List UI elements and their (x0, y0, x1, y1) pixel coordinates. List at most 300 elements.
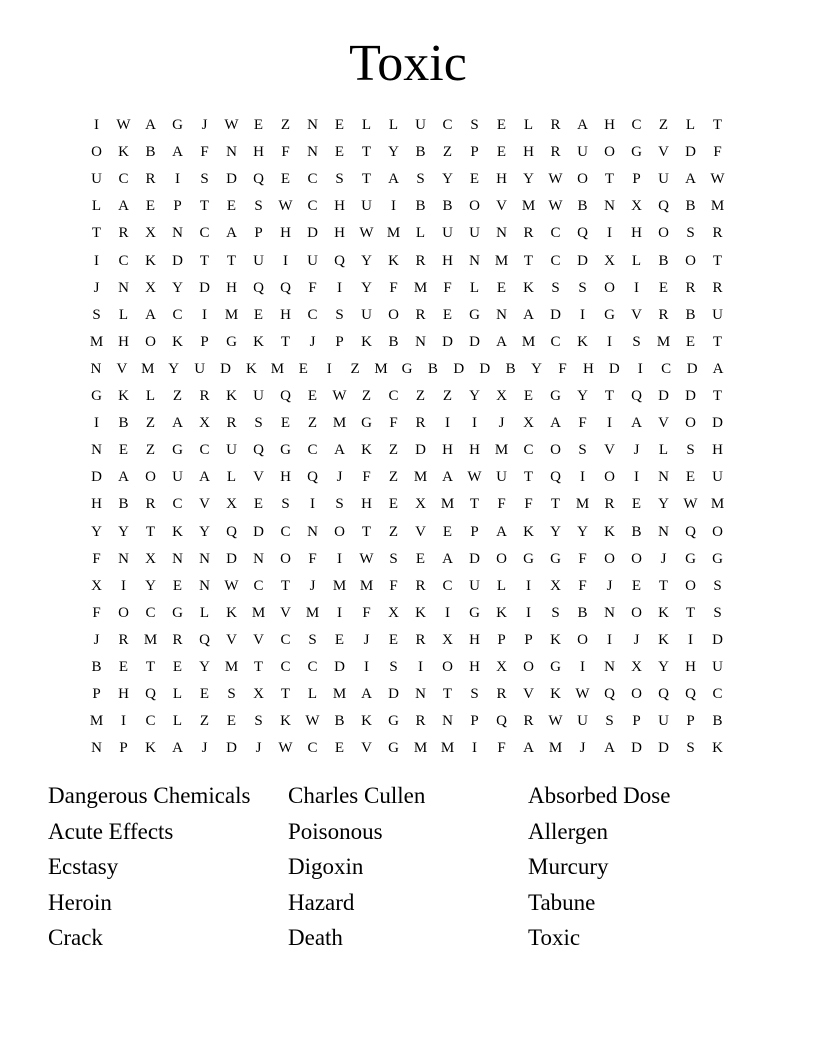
grid-letter: Q (253, 279, 264, 296)
grid-letter: D (469, 550, 480, 567)
grid-letter: S (686, 740, 695, 757)
grid-letter: S (713, 604, 722, 621)
grid-letter: K (658, 631, 669, 648)
grid-letter: M (548, 740, 563, 757)
grid-letter: R (496, 686, 507, 703)
grid-letter: H (226, 279, 237, 296)
grid-letter: D (712, 415, 723, 432)
grid-letter: V (523, 686, 534, 703)
grid-letter: T (91, 225, 102, 242)
grid-letter: J (633, 442, 640, 459)
grid-letter: U (658, 171, 669, 188)
grid-letter: U (469, 577, 480, 594)
grid-letter: Y (91, 523, 102, 540)
grid-letter: M (494, 252, 509, 269)
word-list-item: Dangerous Chemicals (48, 783, 251, 808)
grid-letter: U (172, 469, 183, 486)
grid-letter: X (631, 198, 642, 215)
grid-letter: J (255, 740, 262, 757)
grid-letter: M (494, 442, 509, 459)
grid-letter: O (685, 252, 696, 269)
grid-letter: R (415, 713, 426, 730)
grid-letter: H (631, 225, 642, 242)
grid-letter: H (334, 198, 345, 215)
grid-letter: F (389, 415, 398, 432)
grid-letter: O (658, 225, 669, 242)
grid-letter: K (550, 631, 561, 648)
grid-letter: D (577, 252, 588, 269)
grid-letter: O (496, 550, 507, 567)
grid-letter: X (523, 415, 534, 432)
grid-letter: L (91, 198, 102, 215)
grid-letter: M (656, 333, 671, 350)
grid-letter: E (118, 659, 129, 675)
grid-letter: O (388, 306, 399, 323)
grid-letter: M (224, 306, 239, 323)
grid-letter: T (253, 659, 264, 675)
grid-letter: N (91, 740, 102, 757)
grid-letter: D (226, 550, 237, 567)
grid-letter: I (94, 252, 99, 269)
grid-letter: L (361, 117, 372, 133)
grid-letter: E (253, 306, 264, 323)
grid-letter: O (577, 171, 588, 188)
grid-letter: U (91, 171, 102, 188)
grid-letter: V (116, 360, 128, 377)
grid-letter: S (578, 279, 587, 296)
grid-letter: E (685, 333, 696, 350)
grid-letter: X (145, 550, 156, 567)
grid-letter: R (685, 279, 696, 296)
grid-letter: O (145, 469, 156, 486)
grid-letter: F (443, 279, 452, 296)
grid-letter: E (253, 117, 264, 133)
grid-letter: K (246, 360, 257, 377)
grid-letter: T (523, 252, 534, 269)
grid-letter: U (658, 713, 669, 730)
grid-letter: E (298, 360, 308, 377)
grid-letter: M (521, 333, 536, 350)
grid-letter: H (469, 442, 480, 459)
grid-letter: M (359, 577, 374, 594)
grid-letter: N (172, 225, 183, 242)
grid-letter: V (280, 604, 291, 621)
grid-letter: D (388, 686, 399, 703)
grid-letter: E (496, 144, 507, 161)
grid-letter: C (280, 631, 291, 648)
grid-letter: A (172, 415, 183, 432)
grid-letter: L (118, 306, 129, 323)
grid-letter: U (577, 713, 588, 730)
grid-letter: B (388, 333, 399, 350)
grid-letter: B (631, 523, 642, 540)
grid-letter: C (442, 577, 453, 594)
grid-letter: Z (388, 442, 399, 459)
grid-letter: L (172, 713, 183, 730)
grid-letter: N (496, 225, 507, 242)
grid-letter: R (415, 577, 426, 594)
grid-letter: S (254, 713, 263, 730)
grid-letter: T (145, 659, 156, 675)
grid-letter: Y (523, 171, 534, 188)
grid-letter: A (172, 144, 183, 161)
grid-letter: P (686, 713, 695, 730)
grid-letter: G (604, 306, 615, 323)
grid-letter: M (521, 198, 536, 215)
grid-letter: I (526, 604, 531, 621)
grid-letter: D (226, 740, 237, 757)
grid-letter: C (550, 252, 561, 269)
grid-letter: H (118, 333, 129, 350)
grid-letter: L (307, 686, 318, 703)
grid-letter: I (445, 604, 450, 621)
grid-letter: B (91, 659, 102, 675)
grid-letter: I (94, 415, 99, 432)
grid-letter: W (548, 198, 563, 215)
grid-letter: O (550, 442, 561, 459)
grid-letter: H (496, 171, 507, 188)
grid-letter: W (548, 171, 563, 188)
grid-letter: S (335, 496, 344, 513)
grid-letter: S (632, 333, 641, 350)
grid-letter: C (145, 604, 156, 621)
grid-letter: A (631, 415, 642, 432)
grid-letter: H (91, 496, 102, 513)
grid-letter: O (631, 604, 642, 621)
grid-letter: S (551, 279, 560, 296)
grid-letter: O (91, 144, 102, 161)
grid-letter: U (712, 469, 723, 486)
grid-letter: G (469, 306, 480, 323)
grid-letter: S (92, 306, 101, 323)
grid-letter: X (145, 279, 156, 296)
grid-letter: J (660, 550, 667, 567)
grid-letter: I (310, 496, 315, 513)
grid-letter: Z (415, 388, 426, 404)
grid-letter: Z (388, 523, 399, 540)
grid-letter: D (685, 144, 696, 161)
grid-letter: Y (550, 523, 561, 540)
grid-letter: S (335, 171, 344, 188)
grid-letter: L (145, 388, 156, 404)
grid-letter: E (253, 496, 264, 513)
grid-letter: O (604, 469, 615, 486)
grid-letter: M (440, 496, 455, 513)
grid-letter: W (710, 171, 725, 188)
grid-letter: X (388, 604, 399, 621)
grid-letter: C (442, 117, 453, 133)
grid-letter: V (253, 469, 264, 486)
grid-letter: J (363, 631, 370, 648)
grid-letter: T (658, 577, 669, 594)
grid-letter: D (631, 740, 642, 757)
grid-letter: E (631, 496, 642, 513)
grid-letter: A (442, 469, 453, 486)
grid-letter: D (91, 469, 102, 486)
grid-letter: O (280, 550, 291, 567)
grid-letter: V (415, 523, 426, 540)
grid-letter: P (254, 225, 263, 242)
grid-letter: Q (280, 279, 291, 296)
grid-letter: T (712, 117, 723, 133)
grid-letter: E (631, 577, 642, 594)
grid-letter: I (337, 604, 342, 621)
grid-letter: R (604, 496, 615, 513)
grid-letter: R (658, 306, 669, 323)
grid-letter: B (415, 198, 426, 215)
grid-letter: I (418, 659, 423, 675)
grid-letter: E (199, 686, 210, 703)
grid-letter: T (280, 577, 291, 594)
word-list-item: Charles Cullen (288, 783, 426, 808)
grid-letter: A (172, 740, 183, 757)
grid-letter: Q (604, 686, 615, 703)
grid-letter: D (253, 523, 264, 540)
grid-letter: T (712, 252, 723, 269)
grid-letter: F (578, 577, 587, 594)
grid-letter: T (442, 686, 453, 703)
grid-letter: I (472, 740, 477, 757)
grid-letter: X (145, 225, 156, 242)
grid-letter: V (631, 306, 642, 323)
grid-letter: X (199, 415, 210, 432)
grid-letter: G (523, 550, 534, 567)
grid-letter: D (226, 171, 237, 188)
grid-letter: M (89, 713, 104, 730)
grid-letter: L (172, 686, 183, 703)
grid-letter: H (280, 469, 291, 486)
grid-letter: S (470, 117, 479, 133)
grid-letter: N (118, 279, 129, 296)
grid-letter: F (497, 496, 506, 513)
grid-letter: W (305, 713, 320, 730)
grid-letter: H (604, 117, 615, 133)
grid-letter: T (226, 252, 237, 269)
grid-letter: E (334, 631, 345, 648)
grid-letter: O (604, 279, 615, 296)
grid-letter: A (334, 442, 345, 459)
grid-letter: S (308, 631, 317, 648)
grid-letter: N (199, 550, 210, 567)
grid-letter: J (498, 415, 505, 432)
grid-letter: A (199, 469, 210, 486)
grid-letter: C (550, 333, 561, 350)
grid-letter: S (605, 713, 614, 730)
grid-letter: W (683, 496, 698, 513)
grid-letter: K (523, 279, 534, 296)
grid-letter: T (712, 388, 723, 404)
grid-letter: U (307, 252, 318, 269)
grid-letter: E (388, 631, 399, 648)
grid-letter: B (415, 144, 426, 161)
grid-letter: C (523, 442, 534, 459)
grid-letter: S (416, 171, 425, 188)
grid-letter: D (307, 225, 318, 242)
grid-letter: T (280, 333, 291, 350)
grid-letter: J (201, 117, 208, 133)
grid-letter: V (658, 415, 669, 432)
word-list-item: Death (288, 925, 343, 950)
grid-letter: D (608, 360, 620, 377)
grid-letter: B (658, 252, 669, 269)
grid-letter: F (362, 469, 371, 486)
word-list-item: Absorbed Dose (528, 783, 671, 808)
grid-letter: A (145, 306, 156, 323)
grid-letter: O (604, 550, 615, 567)
grid-letter: X (415, 496, 426, 513)
grid-letter: A (361, 686, 372, 703)
grid-letter: T (712, 333, 723, 350)
grid-letter: I (202, 306, 207, 323)
grid-letter: Q (253, 442, 264, 459)
grid-letter: Q (307, 469, 318, 486)
grid-letter: H (685, 659, 696, 675)
grid-letter: R (712, 279, 723, 296)
grid-letter: D (550, 306, 561, 323)
grid-letter: C (307, 171, 318, 188)
grid-letter: A (145, 117, 156, 133)
grid-letter: X (253, 686, 264, 703)
grid-letter: P (470, 523, 479, 540)
grid-letter: K (388, 252, 399, 269)
grid-letter: D (658, 388, 669, 404)
grid-letter: Z (442, 144, 453, 161)
grid-letter: E (523, 388, 534, 404)
grid-letter: R (415, 631, 426, 648)
grid-letter: Z (350, 360, 360, 377)
grid-letter: F (389, 279, 398, 296)
grid-letter: Y (531, 360, 542, 377)
grid-letter: A (577, 117, 588, 133)
grid-letter: K (118, 144, 129, 161)
grid-letter: G (712, 550, 723, 567)
grid-letter: U (253, 252, 264, 269)
grid-letter: D (220, 360, 231, 377)
grid-letter: G (388, 740, 399, 757)
grid-letter: N (307, 523, 318, 540)
grid-letter: D (469, 333, 480, 350)
grid-letter: H (469, 659, 480, 675)
grid-letter: I (607, 225, 612, 242)
grid-letter: Z (199, 713, 210, 730)
grid-letter: M (332, 686, 347, 703)
grid-letter: A (442, 550, 453, 567)
grid-letter: E (388, 496, 399, 513)
grid-letter: S (551, 604, 560, 621)
grid-letter: G (550, 388, 561, 404)
grid-letter: Y (442, 171, 453, 188)
grid-letter: M (440, 740, 455, 757)
grid-letter: C (307, 198, 318, 215)
grid-letter: G (401, 360, 413, 377)
grid-letter: N (604, 604, 615, 621)
grid-letter: C (307, 740, 318, 757)
word-list-item: Toxic (528, 925, 581, 950)
grid-letter: H (280, 225, 291, 242)
grid-letter: S (686, 442, 695, 459)
grid-letter: K (712, 740, 723, 757)
grid-letter: H (280, 306, 291, 323)
grid-letter: T (145, 523, 156, 540)
word-list-item: Allergen (528, 818, 609, 844)
grid-letter: H (442, 252, 453, 269)
grid-letter: Y (577, 523, 588, 540)
grid-letter: Q (496, 713, 507, 730)
grid-letter: K (226, 388, 237, 404)
grid-letter: U (194, 360, 206, 377)
grid-letter: T (199, 198, 210, 215)
grid-letter: M (332, 577, 347, 594)
grid-letter: U (712, 659, 723, 675)
grid-letter: K (226, 604, 237, 621)
grid-letter: K (550, 686, 561, 703)
grid-letter: N (226, 144, 237, 161)
grid-letter: M (305, 604, 320, 621)
grid-letter: D (172, 252, 183, 269)
grid-letter: E (145, 198, 156, 215)
grid-letter: L (631, 252, 642, 269)
grid-letter: D (712, 631, 723, 648)
grid-letter: U (415, 117, 426, 133)
grid-letter: F (558, 360, 567, 377)
grid-letter: U (361, 198, 372, 215)
grid-letter: H (253, 144, 264, 161)
grid-letter: U (469, 225, 480, 242)
grid-letter: N (415, 333, 426, 350)
grid-letter: C (280, 659, 291, 675)
grid-letter: E (496, 279, 507, 296)
grid-letter: Y (658, 659, 669, 675)
grid-letter: N (90, 360, 102, 377)
grid-letter: P (470, 713, 479, 730)
grid-letter: F (308, 550, 317, 567)
grid-letter: W (224, 577, 239, 594)
grid-letter: M (575, 496, 590, 513)
grid-letter: N (658, 523, 669, 540)
grid-letter: W (278, 198, 293, 215)
grid-letter: S (200, 171, 209, 188)
grid-letter: Y (145, 577, 156, 594)
grid-letter: V (361, 740, 372, 757)
grid-letter: T (550, 496, 561, 513)
grid-letter: P (92, 686, 101, 703)
word-list-item: Poisonous (288, 818, 383, 844)
grid-letter: R (523, 713, 534, 730)
grid-letter: O (685, 577, 696, 594)
grid-letter: E (334, 117, 345, 133)
grid-letter: S (578, 442, 587, 459)
grid-letter: U (442, 225, 453, 242)
grid-letter: Q (226, 523, 237, 540)
grid-letter: K (496, 604, 507, 621)
grid-letter: N (415, 686, 426, 703)
grid-letter: Q (145, 686, 156, 703)
grid-letter: E (172, 659, 183, 675)
grid-letter: C (172, 306, 183, 323)
grid-letter: M (413, 279, 428, 296)
grid-letter: Q (658, 686, 669, 703)
grid-letter: L (496, 577, 507, 594)
grid-letter: O (145, 333, 156, 350)
grid-letter: B (118, 496, 129, 513)
grid-letter: E (658, 279, 669, 296)
grid-letter: K (658, 604, 669, 621)
grid-letter: H (523, 144, 534, 161)
grid-letter: H (118, 686, 129, 703)
grid-letter: R (172, 631, 183, 648)
grid-letter: G (388, 713, 399, 730)
grid-letter: M (251, 604, 266, 621)
